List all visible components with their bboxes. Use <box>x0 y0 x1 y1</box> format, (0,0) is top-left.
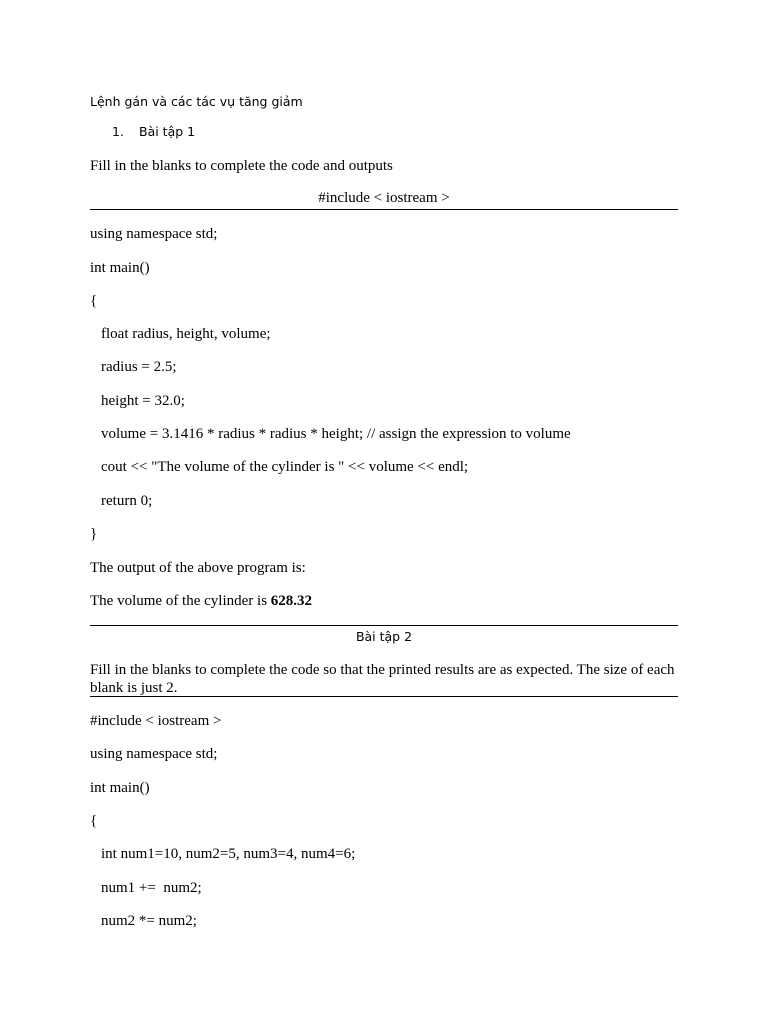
exercise2-instruction-line1: Fill in the blanks to complete the code so that the printed results are as expected. The size of each <box>90 662 675 678</box>
code1-line-main: int main() <box>90 260 150 276</box>
exercise1-output-label: The output of the above program is: <box>90 560 306 576</box>
code2-line-num1: num1 += num2; <box>101 880 202 896</box>
exercise1-output-line <box>90 592 312 610</box>
code2-line-main: int main() <box>90 780 150 796</box>
code2-line-declare: int num1=10, num2=5, num3=4, num4=6; <box>101 846 356 862</box>
exercise1-output-value: 628.32 <box>270 593 313 609</box>
code1-line-open-brace: { <box>90 293 98 309</box>
code2-line-namespace: using namespace std; <box>90 746 218 762</box>
code1-line-cout: cout << "The volume of the cylinder is " << volume << endl; <box>101 459 469 475</box>
code1-line-radius: radius = 2.5; <box>101 359 177 375</box>
exercise2-instruction-line2: blank is just 2. <box>90 680 178 696</box>
divider-line <box>90 625 678 626</box>
code1-line-height: height = 32.0; <box>101 393 185 409</box>
code1-line-include: #include < iostream > <box>318 190 450 206</box>
exercise2-title: Bài tập 2 <box>355 629 413 644</box>
code1-line-namespace: using namespace std; <box>90 226 218 242</box>
code1-line-declare: float radius, height, volume; <box>101 326 271 342</box>
code2-line-open-brace: { <box>90 813 98 829</box>
code1-line-volume: volume = 3.1416 * radius * radius * height; // assign the expression to volume <box>101 426 571 442</box>
exercise1-output-prefix: The volume of the cylinder is <box>90 593 271 609</box>
document-heading: Lệnh gán và các tác vụ tăng giảm <box>90 94 303 109</box>
code2-line-num2: num2 *= num2; <box>101 913 197 929</box>
divider-line <box>90 696 678 697</box>
exercise1-number: 1. <box>112 124 124 139</box>
divider-line <box>90 209 678 210</box>
exercise1-instruction: Fill in the blanks to complete the code and outputs <box>90 158 393 174</box>
exercise1-title: Bài tập 1 <box>139 124 196 139</box>
code1-line-return: return 0; <box>101 493 153 509</box>
code1-line-close-brace: } <box>90 526 98 542</box>
code2-line-include: #include < iostream > <box>90 713 222 729</box>
